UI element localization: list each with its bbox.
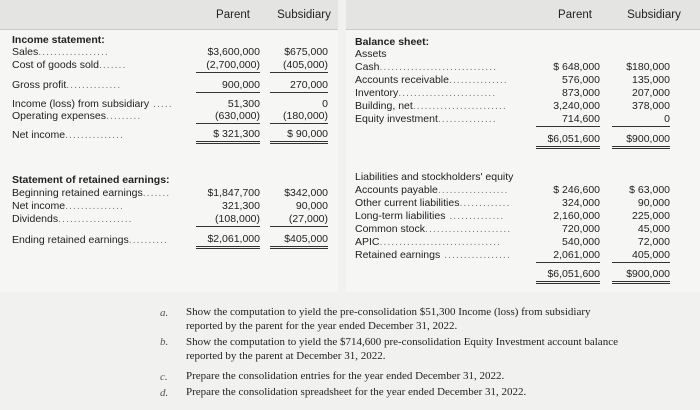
bs-sub-inventory: 207,000 xyxy=(632,87,670,99)
bs-sub-cash: $180,000 xyxy=(626,61,670,73)
re-parent-net-income: 321,300 xyxy=(222,200,260,212)
bs-sub-total-assets: $900,000 xyxy=(612,133,670,149)
le-parent-apic: 540,000 xyxy=(562,236,600,248)
parent-header: Parent xyxy=(558,9,592,21)
le-sub-common-stock: 45,000 xyxy=(637,223,670,235)
liabilities-equity-title: Liabilities and stockholders' equity xyxy=(355,171,514,183)
question-c-letter: c. xyxy=(160,371,168,383)
le-label-ltl: Long-term liabilities .............. xyxy=(355,210,505,222)
question-b-letter: b. xyxy=(160,336,169,348)
income-parent-cogs: (2,700,000) xyxy=(196,59,260,73)
income-parent-gross: 900,000 xyxy=(196,79,260,93)
bs-sub-building: 378,000 xyxy=(632,100,670,112)
le-sub-retained: 405,000 xyxy=(612,249,670,263)
le-parent-total: $6,051,600 xyxy=(536,268,600,284)
re-sub-begin: $342,000 xyxy=(284,187,328,199)
re-label-ending: Ending retained earnings.......... xyxy=(12,234,168,246)
subsidiary-header: Subsidiary xyxy=(627,9,681,21)
question-d-line1: Prepare the consolidation spreadsheet for the year ended December 31, 2022. xyxy=(186,386,527,398)
income-parent-opex: (630,000) xyxy=(196,110,260,124)
bs-sub-ar: 135,000 xyxy=(632,74,670,86)
bs-parent-equity-investment: 714,600 xyxy=(536,113,600,127)
le-sub-total: $900,000 xyxy=(612,268,670,284)
right-column-header xyxy=(346,0,700,30)
le-parent-ap: $ 246,600 xyxy=(553,184,600,196)
income-parent-sub-income: 51,300 xyxy=(227,98,260,110)
le-parent-ocl: 324,000 xyxy=(562,197,600,209)
retained-earnings-title: Statement of retained earnings: xyxy=(12,174,170,186)
left-column-header xyxy=(0,0,338,30)
parent-header: Parent xyxy=(216,9,250,21)
question-b-line2: reported by the parent at December 31, 2022. xyxy=(186,350,386,362)
bs-label-inventory: Inventory......................... xyxy=(355,87,497,99)
le-sub-ap: $ 63,000 xyxy=(629,184,670,196)
income-statement-title: Income statement: xyxy=(12,34,105,46)
question-b-line1: Show the computation to yield the $714,600 pre-consolidation Equity Investment account balance xyxy=(186,336,618,348)
le-parent-common-stock: 720,000 xyxy=(562,223,600,235)
income-label-cogs: Cost of goods sold....... xyxy=(12,59,127,71)
bs-parent-inventory: 873,000 xyxy=(562,87,600,99)
bs-label-equity-investment: Equity investment............... xyxy=(355,113,497,125)
bs-parent-total-assets: $6,051,600 xyxy=(536,133,600,149)
re-label-begin: Beginning retained earnings....... xyxy=(12,187,171,199)
re-sub-dividends: (27,000) xyxy=(270,213,328,227)
le-parent-ltl: 2,160,000 xyxy=(553,210,600,222)
income-parent-sales: $3,600,000 xyxy=(207,46,260,58)
balance-sheet-title: Balance sheet: xyxy=(355,36,430,48)
le-parent-retained: 2,061,000 xyxy=(536,249,600,263)
income-sub-sub-income: 0 xyxy=(322,98,328,110)
le-sub-apic: 72,000 xyxy=(637,236,670,248)
income-sub-net: $ 90,000 xyxy=(270,128,328,144)
bs-label-building: Building, net........................ xyxy=(355,100,507,112)
re-sub-ending: $405,000 xyxy=(270,233,328,249)
income-sub-gross: 270,000 xyxy=(270,79,328,93)
income-sub-cogs: (405,000) xyxy=(270,59,328,73)
question-a-line1: Show the computation to yield the pre-consolidation $51,300 Income (loss) from subsidiary xyxy=(186,306,591,318)
bs-parent-cash: $ 648,000 xyxy=(553,61,600,73)
income-sub-sales: $675,000 xyxy=(284,46,328,58)
income-label-opex: Operating expenses......... xyxy=(12,110,142,122)
question-a-letter: a. xyxy=(160,307,169,319)
assets-label: Assets xyxy=(355,48,387,60)
income-label-sub-income: Income (loss) from subsidiary ..... xyxy=(12,98,173,110)
le-sub-ocl: 90,000 xyxy=(637,197,670,209)
re-parent-begin: $1,847,700 xyxy=(207,187,260,199)
bs-parent-building: 3,240,000 xyxy=(553,100,600,112)
le-label-common-stock: Common stock...................... xyxy=(355,223,512,235)
question-a-line2: reported by the parent for the year ended December 31, 2022. xyxy=(186,320,458,332)
le-sub-ltl: 225,000 xyxy=(632,210,670,222)
re-label-net-income: Net income............... xyxy=(12,200,124,212)
re-parent-dividends: (108,000) xyxy=(196,213,260,227)
bs-parent-ar: 576,000 xyxy=(562,74,600,86)
bs-sub-equity-investment: 0 xyxy=(612,113,670,127)
le-label-ocl: Other current liabilities............. xyxy=(355,197,511,209)
re-label-dividends: Dividends................... xyxy=(12,213,133,225)
bs-label-cash: Cash.............................. xyxy=(355,61,498,73)
le-label-retained: Retained earnings ................. xyxy=(355,249,511,261)
le-label-apic: APIC............................... xyxy=(355,236,501,248)
question-d-letter: d. xyxy=(160,387,169,399)
income-label-sales: Sales.................. xyxy=(12,46,109,58)
subsidiary-header: Subsidiary xyxy=(277,9,331,21)
re-sub-net-income: 90,000 xyxy=(295,200,328,212)
bs-label-ar: Accounts receivable............... xyxy=(355,74,508,86)
income-sub-opex: (180,000) xyxy=(270,110,328,124)
income-label-gross: Gross profit.............. xyxy=(12,79,122,91)
question-c-line1: Prepare the consolidation entries for the year ended December 31, 2022. xyxy=(186,370,505,382)
income-parent-net: $ 321,300 xyxy=(196,128,260,144)
re-parent-ending: $2,061,000 xyxy=(196,233,260,249)
le-label-ap: Accounts payable.................. xyxy=(355,184,509,196)
income-label-net: Net income............... xyxy=(12,129,124,141)
